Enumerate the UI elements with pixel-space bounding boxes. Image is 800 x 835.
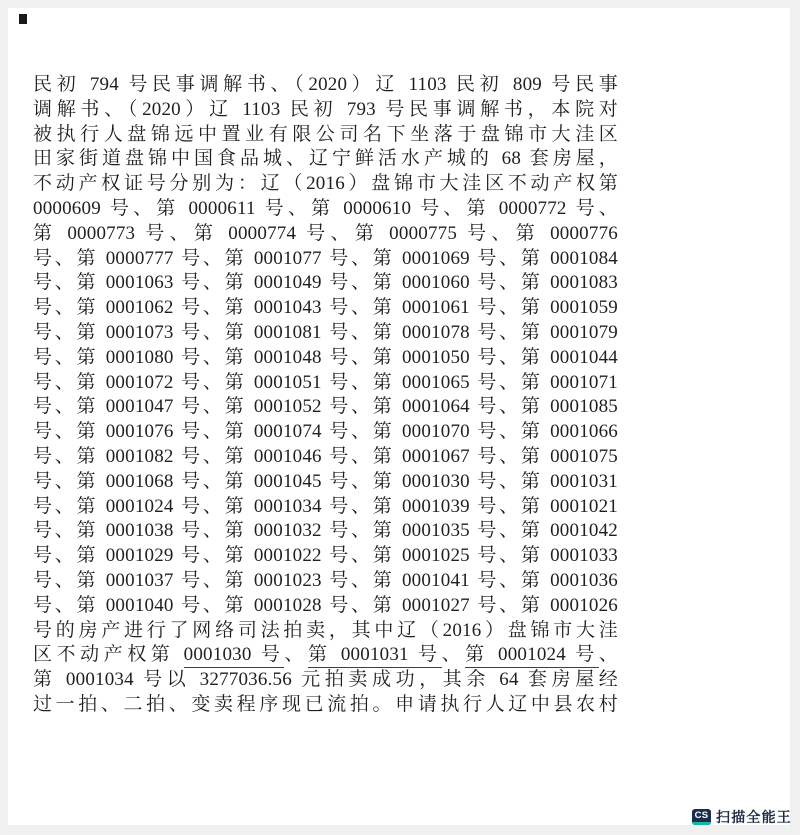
pen-underlined-number: 第 0001031 号 (308, 644, 442, 668)
text-segment: 、 (284, 644, 308, 666)
text-line: 调解书、（2020）辽 1103 民初 793 号民事调解书，本院对 (33, 98, 618, 120)
document-text (33, 73, 618, 718)
text-line: 号的房产进行了网络司法拍卖，其中辽（2016）盘锦市大洼 (33, 619, 618, 641)
text-line: 号、第 0001038 号、第 0001032 号、第 0001035 号、第 0001042 (33, 520, 618, 542)
text-line: 号、第 0001082 号、第 0001046 号、第 0001067 号、第 0001075 (33, 445, 618, 467)
text-line: 号、第 0001047 号、第 0001052 号、第 0001064 号、第 0001085 (33, 396, 618, 418)
pen-underlined-number: 0001030 号 (184, 644, 285, 668)
camscanner-icon-text: CS (694, 809, 709, 821)
camscanner-icon-bar (692, 822, 711, 825)
text-line: 号、第 0001040 号、第 0001028 号、第 0001027 号、第 0001026 (33, 594, 618, 616)
text-line: 被执行人盘锦远中置业有限公司名下坐落于盘锦市大洼区 (33, 123, 618, 145)
scanned-document-page (8, 8, 790, 825)
text-line: 号、第 0001080 号、第 0001048 号、第 0001050 号、第 0001044 (33, 346, 618, 368)
text-line: 号、第 0001024 号、第 0001034 号、第 0001039 号、第 0001021 (33, 495, 618, 517)
text-line: 号、第 0001037 号、第 0001023 号、第 0001041 号、第 0001036 (33, 569, 618, 591)
camscanner-watermark (692, 808, 792, 825)
text-line: 号、第 0001076 号、第 0001074 号、第 0001070 号、第 0001066 (33, 421, 618, 443)
text-segment: 、 (441, 644, 466, 666)
text-line: 民初 794 号民事调解书、（2020）辽 1103 民初 809 号民事 (33, 74, 618, 95)
scan-artifact-mark (19, 14, 27, 24)
text-line: 号、第 0001063 号、第 0001049 号、第 0001060 号、第 0001083 (33, 272, 618, 294)
camscanner-icon (692, 809, 711, 825)
text-line: 第 0000773 号、第 0000774 号、第 0000775 号、第 0000776 (33, 222, 618, 244)
text-line: 号、第 0001073 号、第 0001081 号、第 0001078 号、第 0001079 (33, 321, 618, 343)
text-segment: 区不动产权第 (33, 644, 184, 666)
text-line: 过一拍、二拍、变卖程序现已流拍。申请执行人辽中县农村 (33, 693, 618, 715)
text-line: 号、第 0000777 号、第 0001077 号、第 0001069 号、第 0001084 (33, 247, 618, 269)
text-line: 第 0001034 号以 3277036.56 元拍卖成功，其余 64 套房屋经 (33, 669, 618, 691)
text-line (33, 643, 618, 668)
text-line: 号、第 0001062 号、第 0001043 号、第 0001061 号、第 0001059 (33, 297, 618, 319)
camscanner-label: 扫描全能王 (716, 808, 792, 825)
text-segment: 、 (598, 644, 618, 666)
text-line: 号、第 0001072 号、第 0001051 号、第 0001065 号、第 0001071 (33, 371, 618, 393)
text-line: 不动产权证号分别为：辽（2016）盘锦市大洼区不动产权第 (33, 173, 618, 195)
text-line: 号、第 0001029 号、第 0001022 号、第 0001025 号、第 0001033 (33, 545, 618, 567)
text-line: 田家街道盘锦中国食品城、辽宁鲜活水产城的 68 套房屋， (33, 148, 618, 170)
text-line: 0000609 号、第 0000611 号、第 0000610 号、第 0000772 号、 (33, 197, 618, 219)
pen-underlined-number: 第 0001024 号 (465, 644, 599, 668)
text-line: 号、第 0001068 号、第 0001045 号、第 0001030 号、第 0001031 (33, 470, 618, 492)
